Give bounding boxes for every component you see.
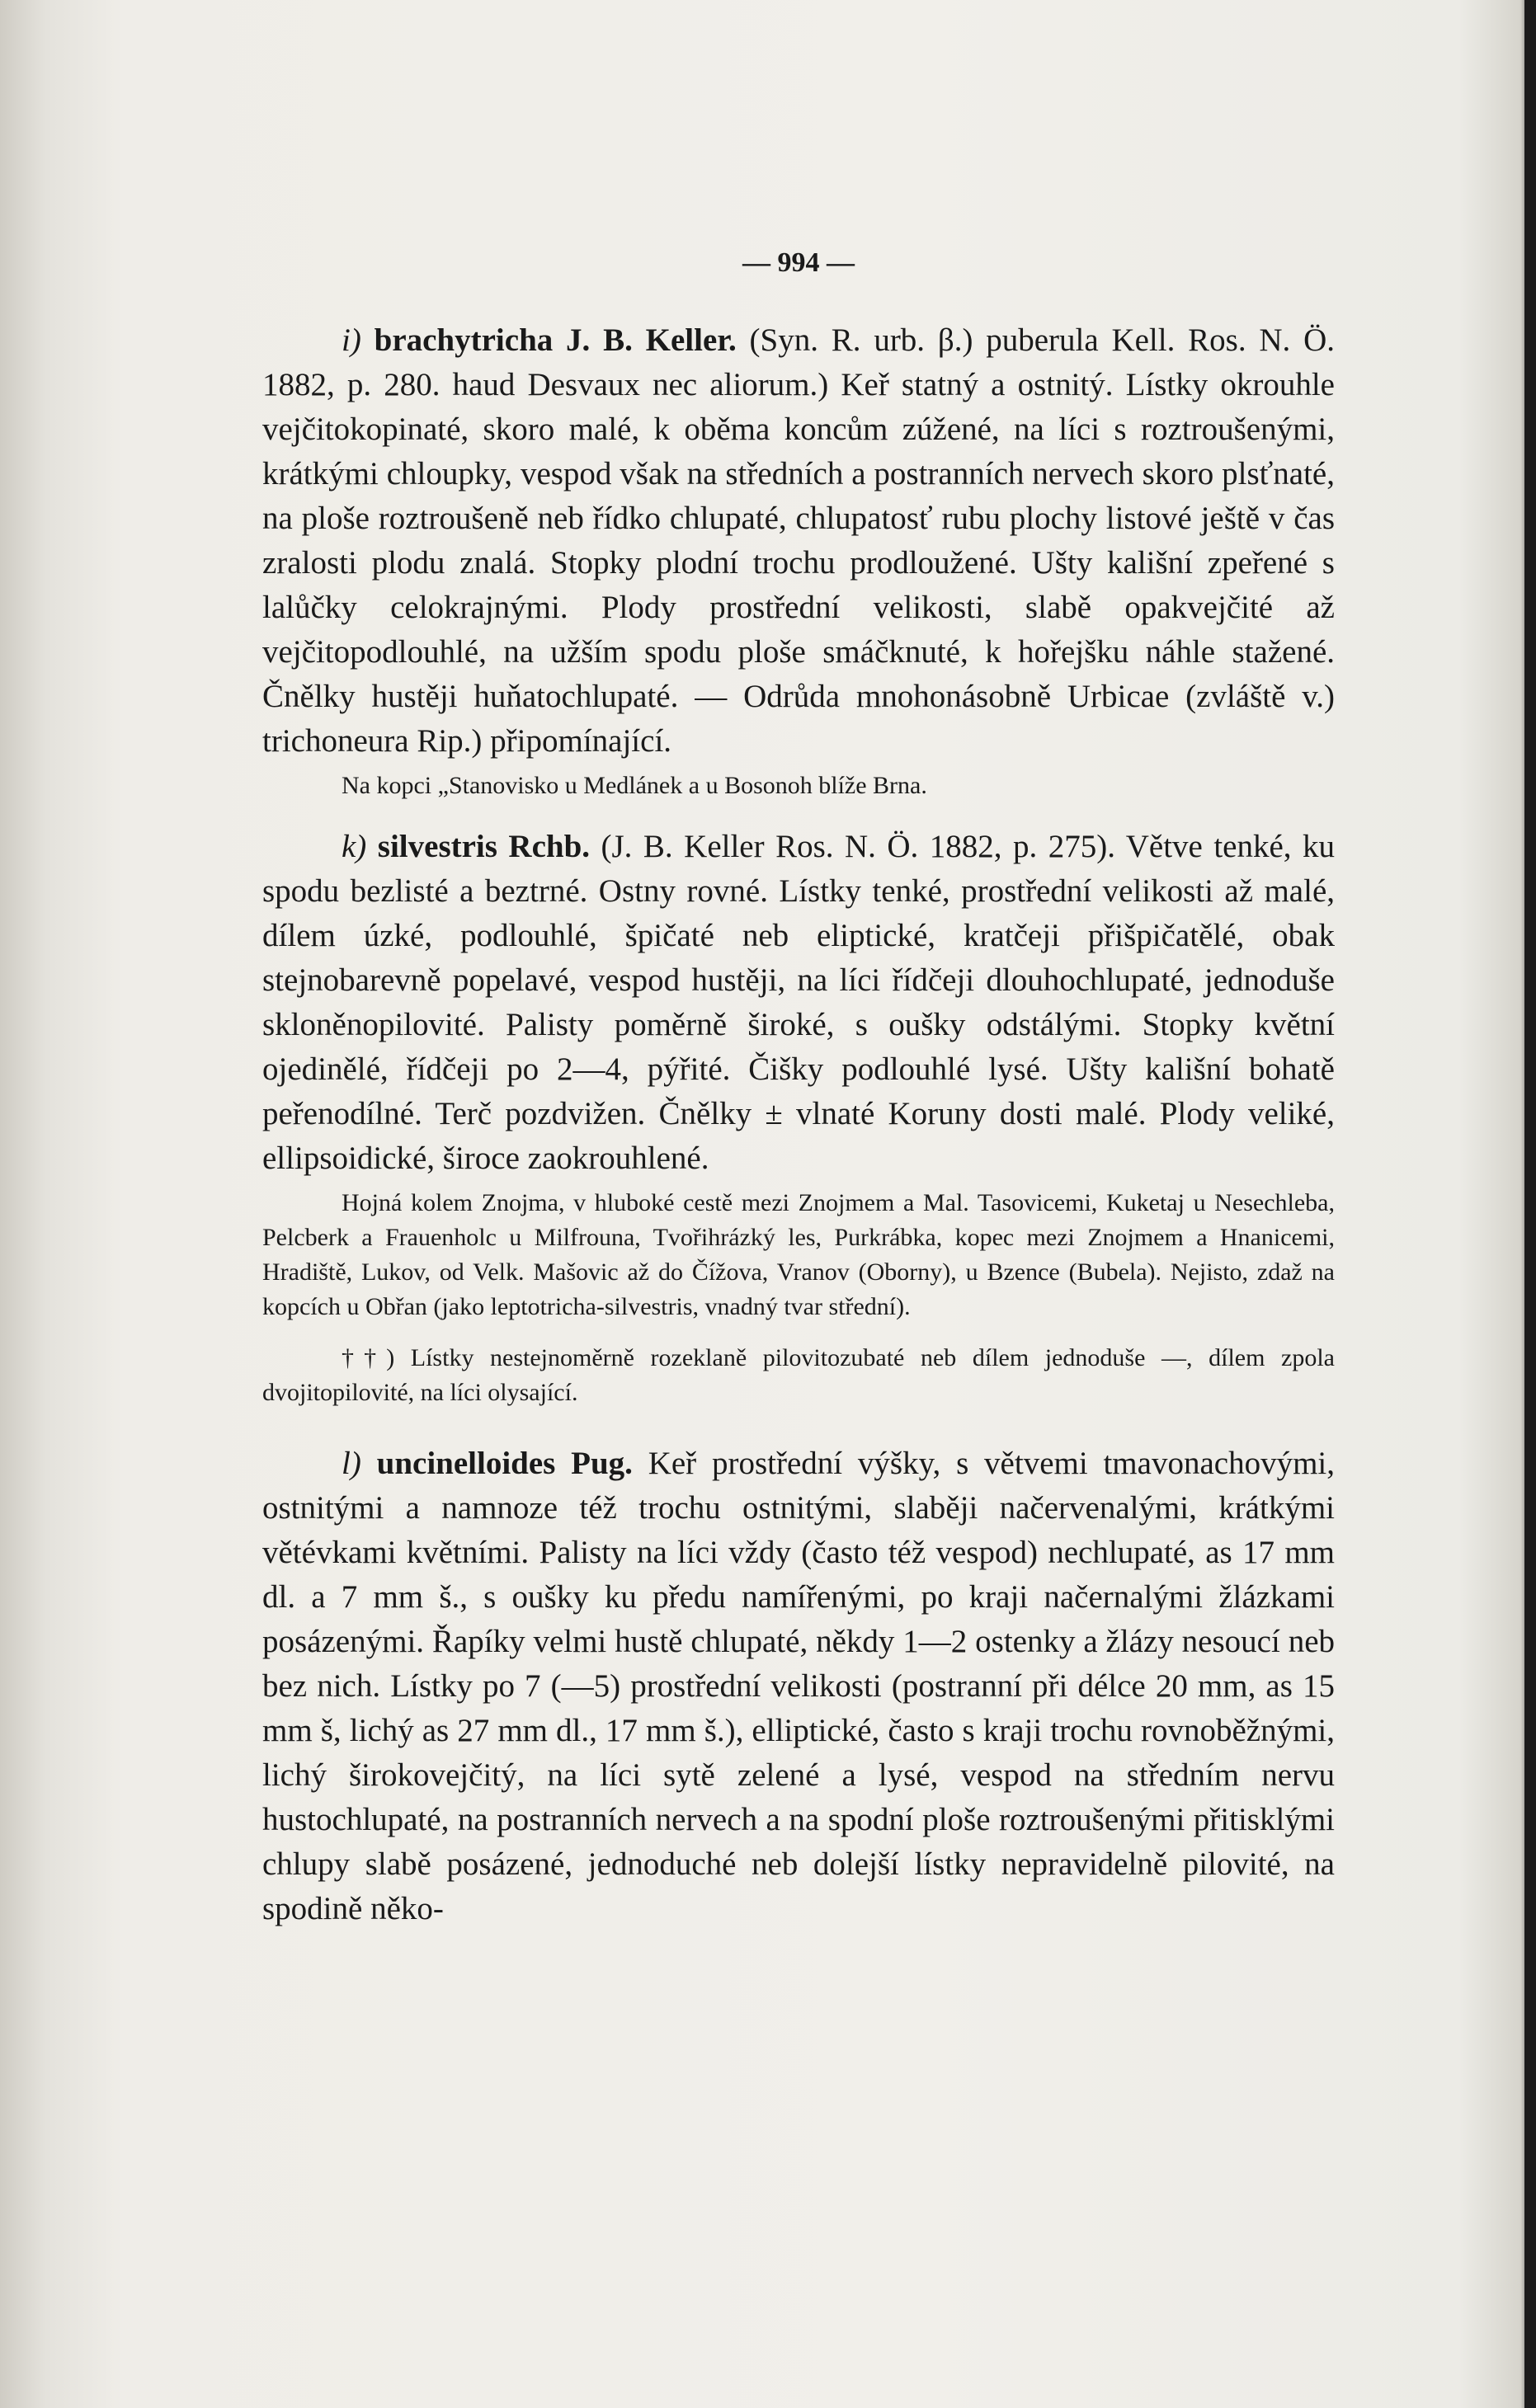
- taxon-name: uncinelloides Pug.: [376, 1446, 633, 1481]
- entry-text: (J. B. Keller Ros. N. Ö. 1882, p. 275). Větve tenké, ku spodu bezlisté a beztrné. Ostny rovné. Lístky tenké, prostřední velikosti až malé, dílem úzké, podlouhlé, špičaté neb eliptické, kratčeji přišpičatělé, obak stejnobarevně popelavé, vespod hustěji, na líci řídčeji dlouhochlupaté, jednoduše skloněnopilovité. Palisty poměrně široké, s oušky odstálými. Stopky květní ojedinělé, řídčeji po 2—4, pýřité. Čišky podlouhlé lysé. Ušty kališní bohatě peřenodílné. Terč pozdvižen. Čnělky ± vlnaté Koruny dosti malé. Plody veliké, ellipsoidické, široce zaokrouhlené.: [262, 829, 1336, 1176]
- taxon-name: brachytricha J. B. Keller.: [374, 322, 737, 358]
- entry-uncinelloides: [262, 1442, 1335, 1931]
- key-note: ††) Lístky nestejnoměrně rozeklaně pilovitozubaté neb dílem jednoduše —, dílem zpola dvojitopilovité, na líci olysající.: [262, 1344, 1335, 1406]
- locality-note: Hojná kolem Znojma, v hluboké cestě mezi Znojmem a Mal. Tasovicemi, Kuketaj u Nesechleba, Pelcberk a Frauenholc u Milfrouna, Tvořihrázký les, Purkrábka, kopec mezi Znojmem a Hnanicemi, Hradiště, Lukov, od Velk. Mašovic až do Čížova, Vranov (Oborny), u Bzence (Bubela). Nejisto, zdaž na kopcích u Obřan (jako leptotricha-silvestris, vnadný tvar střední).: [262, 1189, 1335, 1320]
- scan-edge-shadow: [1524, 0, 1536, 2408]
- entry-letter: l): [342, 1446, 361, 1481]
- entry-letter: k): [342, 829, 367, 864]
- entry-brachytricha: [262, 318, 1335, 764]
- entry-silvestris: [262, 825, 1335, 1181]
- page-body: [262, 247, 1335, 1931]
- entry-letter: i): [342, 322, 361, 358]
- page-number: — 994 —: [742, 247, 855, 278]
- entry-text: Keř prostřední výšky, s větvemi tmavonachovými, ostnitými a namnoze též trochu ostnitými, slaběji načervenalými, krátkými větévkami květními. Palisty na líci vždy (často též vespod) nechlupaté, as 17 mm dl. a 7 mm š., s oušky ku předu namířenými, po kraji načernalými žlázkami posázenými. Řapíky velmi hustě chlupaté, někdy 1—2 ostenky a žlázy nesoucí neb bez nich. Lístky po 7 (—5) prostřední velikosti (postranní při délce 20 mm, as 15 mm š, lichý as 27 mm dl., 17 mm š.), elliptické, často s kraji trochu rovnoběžnými, lichý širokovejčitý, na líci sytě zelené a lysé, vespod na středním nervu hustochlupaté, na postranních nervech a na spodní ploše roztroušenými přitisklými chlupy slabě posázené, jednoduché neb dolejší lístky nepravidelně pilovité, na spodině něko-: [262, 1446, 1335, 1926]
- entry-text: (Syn. R. urb. β.) puberula Kell. Ros. N. Ö. 1882, p. 280. haud Desvaux nec aliorum.) Keř statný a ostnitý. Lístky okrouhle vejčitokopinaté, skoro malé, k oběma koncům zúžené, na líci s roztroušenými, krátkými chloupky, vespod však na středních a postranních nervech skoro plsťnaté, na ploše roztroušeně neb řídko chlupaté, chlupatosť rubu plochy listové ještě v čas zralosti plodu znalá. Stopky plodní trochu prodloužené. Ušty kališní zpeřené s lalůčky celokrajnými. Plody prostřední velikosti, slabě opakvejčité až vejčitopodlouhlé, na užším spodu ploše smáčknuté, k hořejšku náhle stažené. Čnělky hustěji huňatochlupaté. — Odrůda mnohonásobně Urbicae (zvláště v.) trichoneura Rip.) připomínající.: [262, 322, 1335, 759]
- locality-note: Na kopci „Stanovisko u Medlánek a u Bosonoh blíže Brna.: [342, 772, 927, 799]
- taxon-name: silvestris Rchb.: [377, 829, 591, 864]
